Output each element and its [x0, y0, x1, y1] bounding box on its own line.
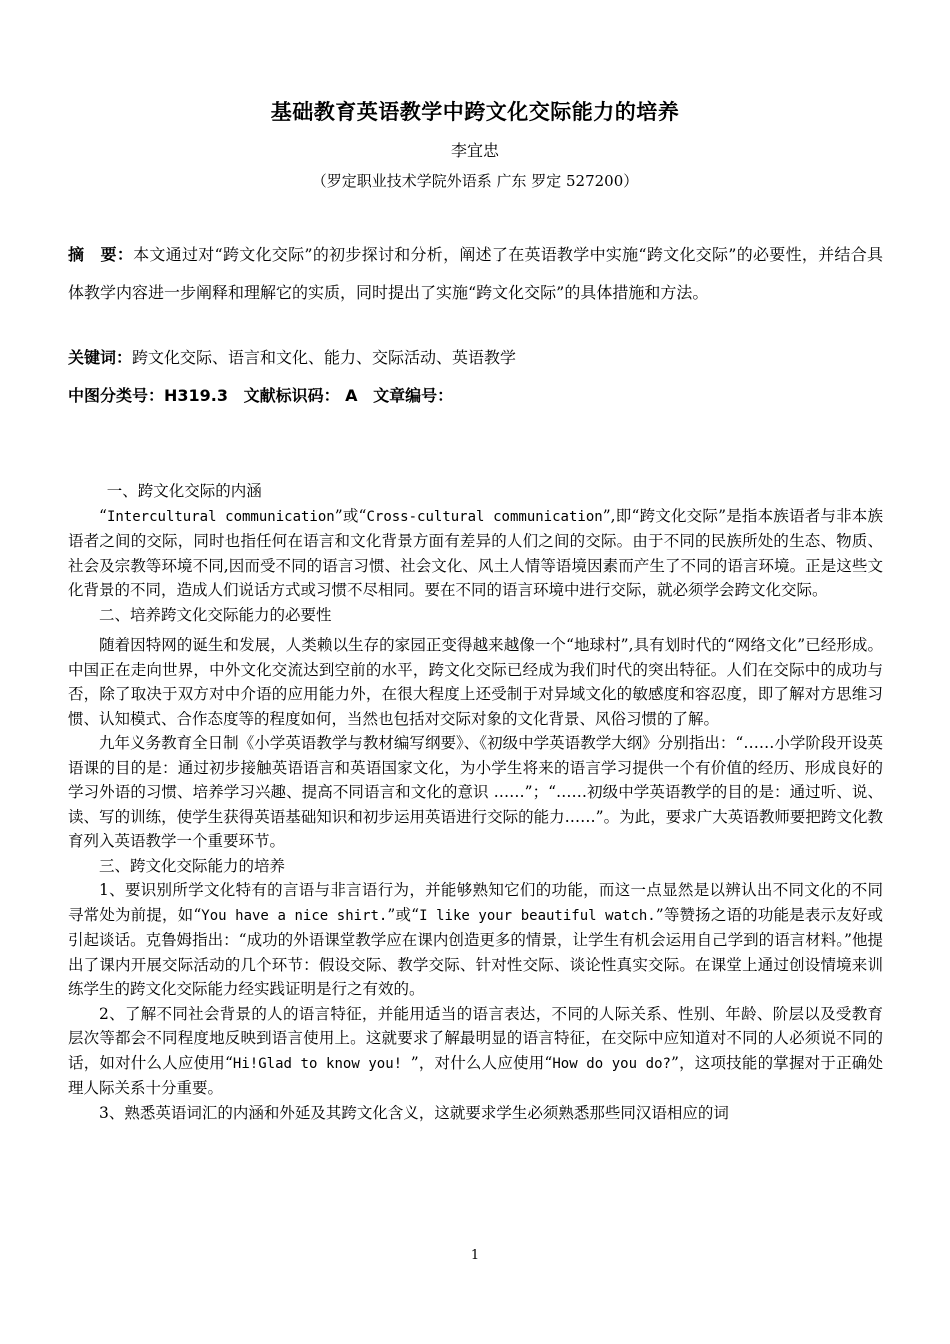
- text-run: ”,即“跨文化交际”是指本族语者与非本族语者之间的交际，同时也指任何在语言和文化背景方面有差异的人们之间的交际。由于不同的民族所处的生态、物质、社会及宗教等环境不同,因而受不同的语言习惯、社会文化、风土人情等语境因素而产生了不同的语言环境。正是这些文化背景的不同，造成人们说话方式或习惯不尽相同。要在不同的语言环境中进行交际，就必须学会跨文化交际。: [68, 506, 883, 599]
- section-heading-2: 二、培养跨文化交际能力的必要性: [99, 605, 332, 624]
- classification-line: [68, 383, 883, 406]
- english-example: I like your beautiful watch.: [419, 907, 656, 924]
- paragraph-1: [68, 504, 883, 603]
- english-example: How do you do?: [552, 1055, 671, 1072]
- paragraph-2: 随着因特网的诞生和发展，人类赖以生存的家园正变得越来越像一个“地球村”,具有划时代的“网络文化”已经形成。中国正在走向世界，中外文化交流达到空前的水平，跨文化交际已经成为我们时代的突出特征。人们在交际中的成功与否，除了取决于双方对中介语的应用能力外，在很大程度上还受制于对异域文化的敏感度和容忍度，即了解对方思维习惯、认知模式、合作态度等的程度如何，当然也包括对交际对象的文化背景、风俗习惯的了解。: [68, 636, 883, 728]
- text-run: ”或“: [334, 506, 367, 525]
- text-run: ”等赞扬之语的功能是表示友好或引起谈话。克鲁姆指出：“成功的外语课堂教学应在课内创造更多的情景，让学生有机会运用自己学到的语言材料。”他提出了课内开展交际活动的几个环节：假设交际、教学交际、针对性交际、谈论性真实交际。在课堂上通过创设情境来训练学生的跨文化交际能力经实践证明是行之有效的。: [68, 905, 883, 998]
- author-affiliation: （罗定职业技术学院外语系 广东 罗定 527200）: [311, 172, 639, 190]
- text-run: ”或“: [387, 905, 420, 924]
- paper-title: 基础教育英语教学中跨文化交际能力的培养: [270, 100, 680, 124]
- paragraph-5: [68, 1002, 883, 1101]
- text-run: ”，这项技能的掌握对于正确处理人际关系十分重要。: [68, 1053, 883, 1097]
- clc-number: 中图分类号：H319.3: [68, 386, 229, 405]
- keywords: [68, 345, 883, 368]
- document-code: 文献标识码： A: [243, 386, 358, 405]
- text-run: “: [99, 506, 107, 525]
- page-number: 1: [470, 1248, 480, 1263]
- paragraph-4: [68, 878, 883, 1002]
- english-example: Hi!Glad to know you!: [232, 1055, 411, 1072]
- text-run: 2、了解不同社会背景的人的语言特征，并能用适当的语言表达，不同的人际关系、性别、年龄、阶层以及受教育层次等都会不同程度地反映到语言使用上。这就要求了解最明显的语言特征，在交际中应知道对不同的人必须说不同的话，如对什么人应使用“: [68, 1004, 883, 1072]
- section-heading-3: 三、跨文化交际能力的培养: [99, 856, 286, 875]
- text-run: ”，对什么人应使用“: [410, 1053, 553, 1072]
- keywords-label: 关键词：: [68, 348, 133, 367]
- abstract-label: 摘 要：: [68, 245, 134, 264]
- section-heading-1: 一、跨文化交际的内涵: [106, 482, 262, 500]
- abstract-text: 本文通过对“跨文化交际”的初步探讨和分析，阐述了在英语教学中实施“跨文化交际”的必要性，并结合具体教学内容进一步阐释和理解它的实质，同时提出了实施“跨文化交际”的具体措施和方法。: [68, 245, 883, 302]
- author-name: 李宜忠: [450, 141, 499, 160]
- keywords-text: 跨文化交际、语言和文化、能力、交际活动、英语教学: [132, 348, 517, 367]
- english-example: You have a nice shirt.: [201, 907, 388, 924]
- paragraph-6: 3、熟悉英语词汇的内涵和外延及其跨文化含义，这就要求学生必须熟悉那些同汉语相应的词: [99, 1103, 729, 1122]
- english-term: Cross-cultural communication: [366, 508, 603, 525]
- english-term: Intercultural communication: [106, 508, 335, 525]
- article-body: [68, 479, 883, 1125]
- article-number: 文章编号：: [373, 386, 454, 405]
- abstract: [68, 236, 883, 312]
- text-run: 1、要识别所学文化特有的言语与非言语行为，并能够熟知它们的功能，而这一点显然是以辨认出不同文化的不同寻常处为前提，如“: [68, 881, 883, 924]
- paragraph-3: 九年义务教育全日制《小学英语教学与教材编写纲要》、《初级中学英语教学大纲》分别指出：“……小学阶段开设英语课的目的是：通过初步接触英语语言和英语国家文化，为小学生将来的语言学习提供一个有价值的经历、形成良好的学习外语的习惯、培养学习兴趣、提高不同语言和文化的意识 ……”；“……初级中学英语教学的目的是：通过听、说、读、写的训练，使学生获得英语基础知识和初步运用英语进行交际的能力……”。为此，要求广大英语教师要把跨文化教育列入英语教学一个重要环节。: [68, 734, 883, 850]
